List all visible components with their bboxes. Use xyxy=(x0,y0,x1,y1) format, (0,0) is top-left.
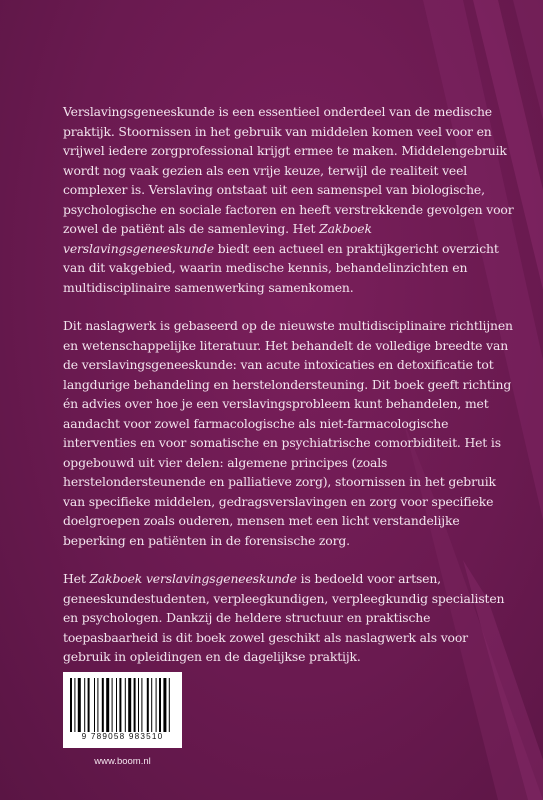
barcode-bar xyxy=(94,678,95,732)
barcode-bar xyxy=(78,678,81,732)
barcode-bars xyxy=(70,678,175,732)
barcode-bar xyxy=(106,678,109,732)
barcode-bar xyxy=(102,678,104,732)
paragraph-intro: Verslavingsgeneeskunde is een essentieel onderdeel van de medische praktijk. Stoornissen in het gebruik van middelen komen veel voor en vrijwel iedere zorgprofessional krijgt ermee te maken. Middelengebruik wordt nog vaak gezien als een vrije keuze, terwijl de realiteit veel complexer is. Verslaving ontstaat uit een samenspel van biologische, psychologische en sociale factoren en heeft verstrekkende gevolgen voor zowel de patiënt als de samenleving. Het Zakboek verslavingsgeneeskunde biedt een actueel en praktijkgericht overzicht van dit vakgebied, waarin medische kennis, behandelinzichten en multidisciplinaire samenwerking samenkomen. xyxy=(63,104,514,295)
publisher-website: www.boom.nl xyxy=(94,756,151,767)
barcode-bar xyxy=(156,678,157,732)
barcode-bar xyxy=(112,678,113,732)
barcode-bar xyxy=(88,678,90,732)
barcode-bar xyxy=(163,678,166,732)
barcode-bar xyxy=(70,678,72,732)
barcode-bar xyxy=(169,678,170,732)
paragraph-audience: Het Zakboek verslavingsgeneeskunde is bedoeld voor artsen, geneeskundestudenten, verpleegkundigen, verpleegkundig specialisten en psychologen. Dankzij de heldere structuur en praktische toepasbaarheid is dit boek zowel geschikt als naslagwerk als voor gebruik in opleidingen en de dagelijkse praktijk. xyxy=(63,571,505,664)
barcode-bar xyxy=(147,678,149,732)
barcode-bar xyxy=(97,678,98,732)
barcode-bar xyxy=(151,678,152,732)
paragraph-content: Dit naslagwerk is gebaseerd op de nieuwste multidisciplinaire richtlijnen en wetenschappelijke literatuur. Het behandelt de volledige breedte van de verslavingsgeneeskunde: van acute intoxicaties en detoxificatie tot langdurige behandeling en herstelondersteuning. Dit boek geeft richting én advies over hoe je een verslavingsprobleem kunt behandelen, met aandacht voor zowel farmacologische als niet-farmacologische interventies en voor somatische en psychiatrische comorbiditeit. Het is opgebouwd uit vier delen: algemene principes (zoals herstelondersteunende en palliatieve zorg), stoornissen in het gebruik van specifieke middelen, gedragsverslavingen en zorg voor specifieke doelgroepen zoals ouderen, mensen met een licht verstandelijke beperking en patiënten in de forensische zorg. xyxy=(63,318,513,548)
isbn-number: 9 789058 983510 xyxy=(81,732,164,741)
barcode-bar xyxy=(134,678,136,732)
barcode-bar xyxy=(119,678,121,732)
barcode-bar xyxy=(116,678,117,732)
barcode-bar xyxy=(84,678,85,732)
barcode-bar xyxy=(141,678,142,732)
barcode-bar xyxy=(138,678,139,732)
barcode-bar xyxy=(125,678,126,732)
barcode-bar xyxy=(74,678,75,732)
blurb-text xyxy=(63,102,518,686)
barcode-bar xyxy=(128,678,131,732)
barcode-bar xyxy=(159,678,161,732)
barcode xyxy=(63,672,182,748)
book-title-italic: Zakboek verslavingsgeneeskunde xyxy=(63,221,372,256)
book-title-italic: Zakboek verslavingsgeneeskunde xyxy=(89,571,297,586)
